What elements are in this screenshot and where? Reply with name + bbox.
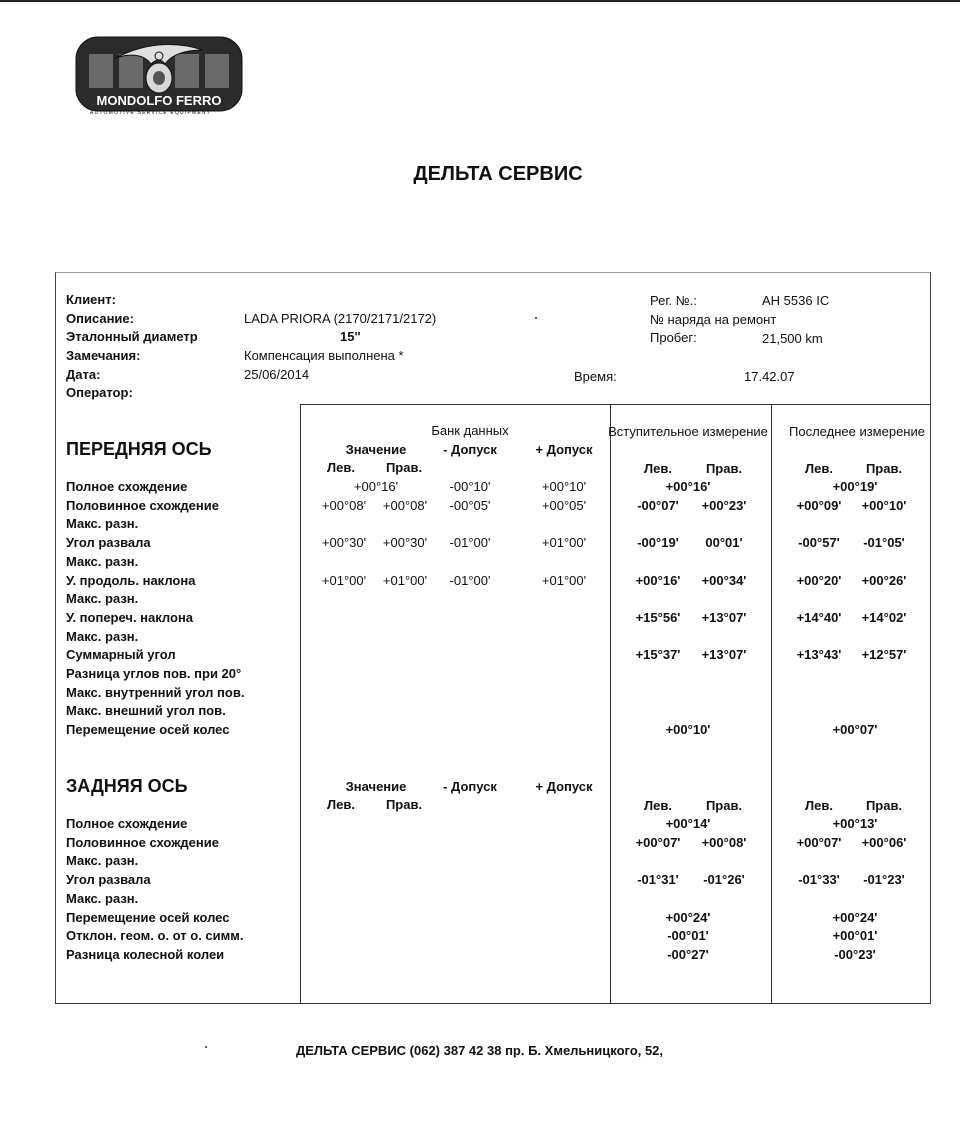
row-label: Отклон. геом. о. от о. симм. xyxy=(66,928,244,944)
front-last-left-header: Лев. xyxy=(805,461,833,476)
mondolfo-ferro-logo xyxy=(75,36,243,112)
diameter-label: Эталонный диаметр xyxy=(66,329,198,344)
rear-init-left-header: Лев. xyxy=(644,798,672,813)
time-label: Время: xyxy=(574,369,617,384)
cell-last-total: +00°13' xyxy=(832,816,878,831)
cell-init-total: +00°10' xyxy=(665,722,711,738)
rear-last-left-header: Лев. xyxy=(805,798,833,813)
row-label: Разница колесной колеи xyxy=(66,946,225,962)
scan-speck xyxy=(535,317,537,319)
cell-init-right: +00°23' xyxy=(701,497,747,513)
cell-db-right: +00°30' xyxy=(382,535,428,551)
row-label: Макс. разн. xyxy=(66,591,139,607)
footer-contact: ДЕЛЬТА СЕРВИС (062) 387 42 38 пр. Б. Хмельницкого, 52, xyxy=(296,1043,664,1058)
cell-minus: -00°10' xyxy=(449,479,491,494)
front-db-right-header: Прав. xyxy=(385,460,423,475)
cell-last-right: +00°06' xyxy=(861,834,907,850)
row-label: Макс. разн. xyxy=(66,853,139,869)
cell-last-left: +00°09' xyxy=(796,497,842,513)
rear-axle-heading: ЗАДНЯЯ ОСЬ xyxy=(66,776,188,796)
cell-init-total: -00°27' xyxy=(667,946,709,962)
col-last-header: Последнее измерение xyxy=(789,424,925,439)
cell-last-left: +00°07' xyxy=(796,834,842,850)
cell-init-right: +13°07' xyxy=(701,647,747,663)
row-label: Угол развала xyxy=(66,872,151,888)
cell-last-right: +14°02' xyxy=(861,609,907,625)
cell-last-right: +00°10' xyxy=(861,497,907,513)
row-label: Перемещение осей колес xyxy=(66,909,230,925)
rear-db-right-header: Прав. xyxy=(385,797,423,812)
divider-right xyxy=(771,404,772,1004)
cell-db-value: +00°16' xyxy=(353,479,399,494)
notes-value: Компенсация выполнена * xyxy=(244,348,404,363)
front-last-right-header: Прав. xyxy=(865,461,903,476)
rear-db-left-header: Лев. xyxy=(327,797,355,812)
rear-init-right-header: Прав. xyxy=(705,798,743,813)
row-label: Макс. разн. xyxy=(66,890,139,906)
cell-init-right: +00°34' xyxy=(701,572,747,588)
cell-init-right: +00°08' xyxy=(701,834,747,850)
divider-left xyxy=(300,404,301,1004)
cell-last-total: +00°24' xyxy=(832,909,878,925)
cell-init-right: -01°26' xyxy=(703,872,745,888)
order-label: № наряда на ремонт xyxy=(650,312,777,327)
front-plus-tol-header: + Допуск xyxy=(535,442,593,457)
cell-init-total: -00°01' xyxy=(667,928,709,944)
cell-init-left: +15°56' xyxy=(635,609,681,625)
cell-last-total: +00°19' xyxy=(832,479,878,494)
cell-db-left: +00°08' xyxy=(321,497,367,513)
row-label: Половинное схождение xyxy=(66,834,219,850)
cell-init-left: -00°19' xyxy=(637,535,679,551)
row-label: Суммарный угол xyxy=(66,647,176,663)
cell-last-left: -01°33' xyxy=(798,872,840,888)
front-value-header: Значение xyxy=(345,442,407,457)
report-frame xyxy=(55,272,931,1004)
cell-init-total: +00°16' xyxy=(665,479,711,494)
cell-init-left: -01°31' xyxy=(637,872,679,888)
row-label: Угол развала xyxy=(66,535,151,551)
cell-plus: +01°00' xyxy=(541,535,587,551)
front-init-left-header: Лев. xyxy=(644,461,672,476)
cell-plus: +01°00' xyxy=(541,572,587,588)
cell-minus: -00°05' xyxy=(449,497,491,513)
cell-last-right: +12°57' xyxy=(861,647,907,663)
front-minus-tol-header: - Допуск xyxy=(443,442,497,457)
rear-last-right-header: Прав. xyxy=(865,798,903,813)
cell-db-right: +01°00' xyxy=(382,572,428,588)
cell-plus: +00°05' xyxy=(541,497,587,513)
logo-subtitle: AUTOMOTIVE SERVICE EQUIPMENT xyxy=(90,110,211,116)
divider-middle xyxy=(610,404,611,1004)
page-title: ДЕЛЬТА СЕРВИС xyxy=(413,163,583,185)
svg-text:MONDOLFO FERRO: MONDOLFO FERRO xyxy=(96,93,222,108)
cell-init-right: +13°07' xyxy=(701,609,747,625)
header-divider xyxy=(300,404,931,405)
cell-db-left: +00°30' xyxy=(321,535,367,551)
cell-db-right: +00°08' xyxy=(382,497,428,513)
description-value: LADA PRIORA (2170/2171/2172) xyxy=(244,311,437,326)
cell-last-right: -01°23' xyxy=(863,872,905,888)
cell-init-left: +15°37' xyxy=(635,647,681,663)
cell-db-left: +01°00' xyxy=(321,572,367,588)
row-label: У. продоль. наклона xyxy=(66,572,196,588)
rear-value-header: Значение xyxy=(345,779,407,794)
row-label: У. попереч. наклона xyxy=(66,609,194,625)
front-init-right-header: Прав. xyxy=(705,461,743,476)
rear-minus-tol-header: - Допуск xyxy=(443,779,497,794)
cell-init-total: +00°14' xyxy=(665,816,711,831)
cell-last-left: -00°57' xyxy=(798,535,840,551)
cell-init-left: +00°07' xyxy=(635,834,681,850)
cell-last-left: +13°43' xyxy=(796,647,842,663)
date-value: 25/06/2014 xyxy=(244,367,310,382)
row-label: Макс. разн. xyxy=(66,516,139,532)
mileage-value: 21,500 km xyxy=(762,331,823,346)
cell-last-left: +00°20' xyxy=(796,572,842,588)
col-database-header: Банк данных xyxy=(431,423,509,438)
row-label: Макс. разн. xyxy=(66,553,139,569)
top-border-line xyxy=(0,0,960,2)
cell-minus: -01°00' xyxy=(449,535,491,551)
cell-plus: +00°10' xyxy=(541,479,587,494)
row-label: Макс. разн. xyxy=(66,628,139,644)
operator-label: Оператор: xyxy=(66,385,133,400)
rear-plus-tol-header: + Допуск xyxy=(535,779,593,794)
row-label: Макс. внутренний угол пов. xyxy=(66,684,245,700)
cell-minus: -01°00' xyxy=(449,572,491,588)
row-label: Макс. внешний угол пов. xyxy=(66,703,226,719)
cell-last-right: -01°05' xyxy=(863,535,905,551)
cell-last-left: +14°40' xyxy=(796,609,842,625)
row-label: Разница углов пов. при 20° xyxy=(66,666,242,681)
cell-last-right: +00°26' xyxy=(861,572,907,588)
cell-init-left: +00°16' xyxy=(635,572,681,588)
diameter-value: 15'' xyxy=(340,329,361,344)
cell-init-left: -00°07' xyxy=(637,497,679,513)
reg-label: Рег. №.: xyxy=(650,293,697,308)
cell-last-total: +00°07' xyxy=(832,722,878,738)
scan-speck xyxy=(205,1046,207,1048)
col-initial-header: Вступительное измерение xyxy=(608,424,768,439)
mileage-label: Пробег: xyxy=(650,330,697,345)
row-label: Полное схождение xyxy=(66,479,188,494)
front-db-left-header: Лев. xyxy=(327,460,355,475)
date-label: Дата: xyxy=(66,367,101,382)
cell-last-total: -00°23' xyxy=(834,946,876,962)
row-label: Перемещение осей колес xyxy=(66,722,230,738)
row-label: Половинное схождение xyxy=(66,497,219,513)
reg-value: АН 5536 IС xyxy=(762,293,830,308)
description-label: Описание: xyxy=(66,311,134,326)
notes-label: Замечания: xyxy=(66,348,141,363)
cell-init-total: +00°24' xyxy=(665,909,711,925)
front-axle-heading: ПЕРЕДНЯЯ ОСЬ xyxy=(66,439,212,459)
row-label: Полное схождение xyxy=(66,816,188,831)
cell-init-right: 00°01' xyxy=(705,535,743,551)
time-value: 17.42.07 xyxy=(744,369,795,384)
client-label: Клиент: xyxy=(66,292,116,307)
cell-last-total: +00°01' xyxy=(832,928,878,944)
